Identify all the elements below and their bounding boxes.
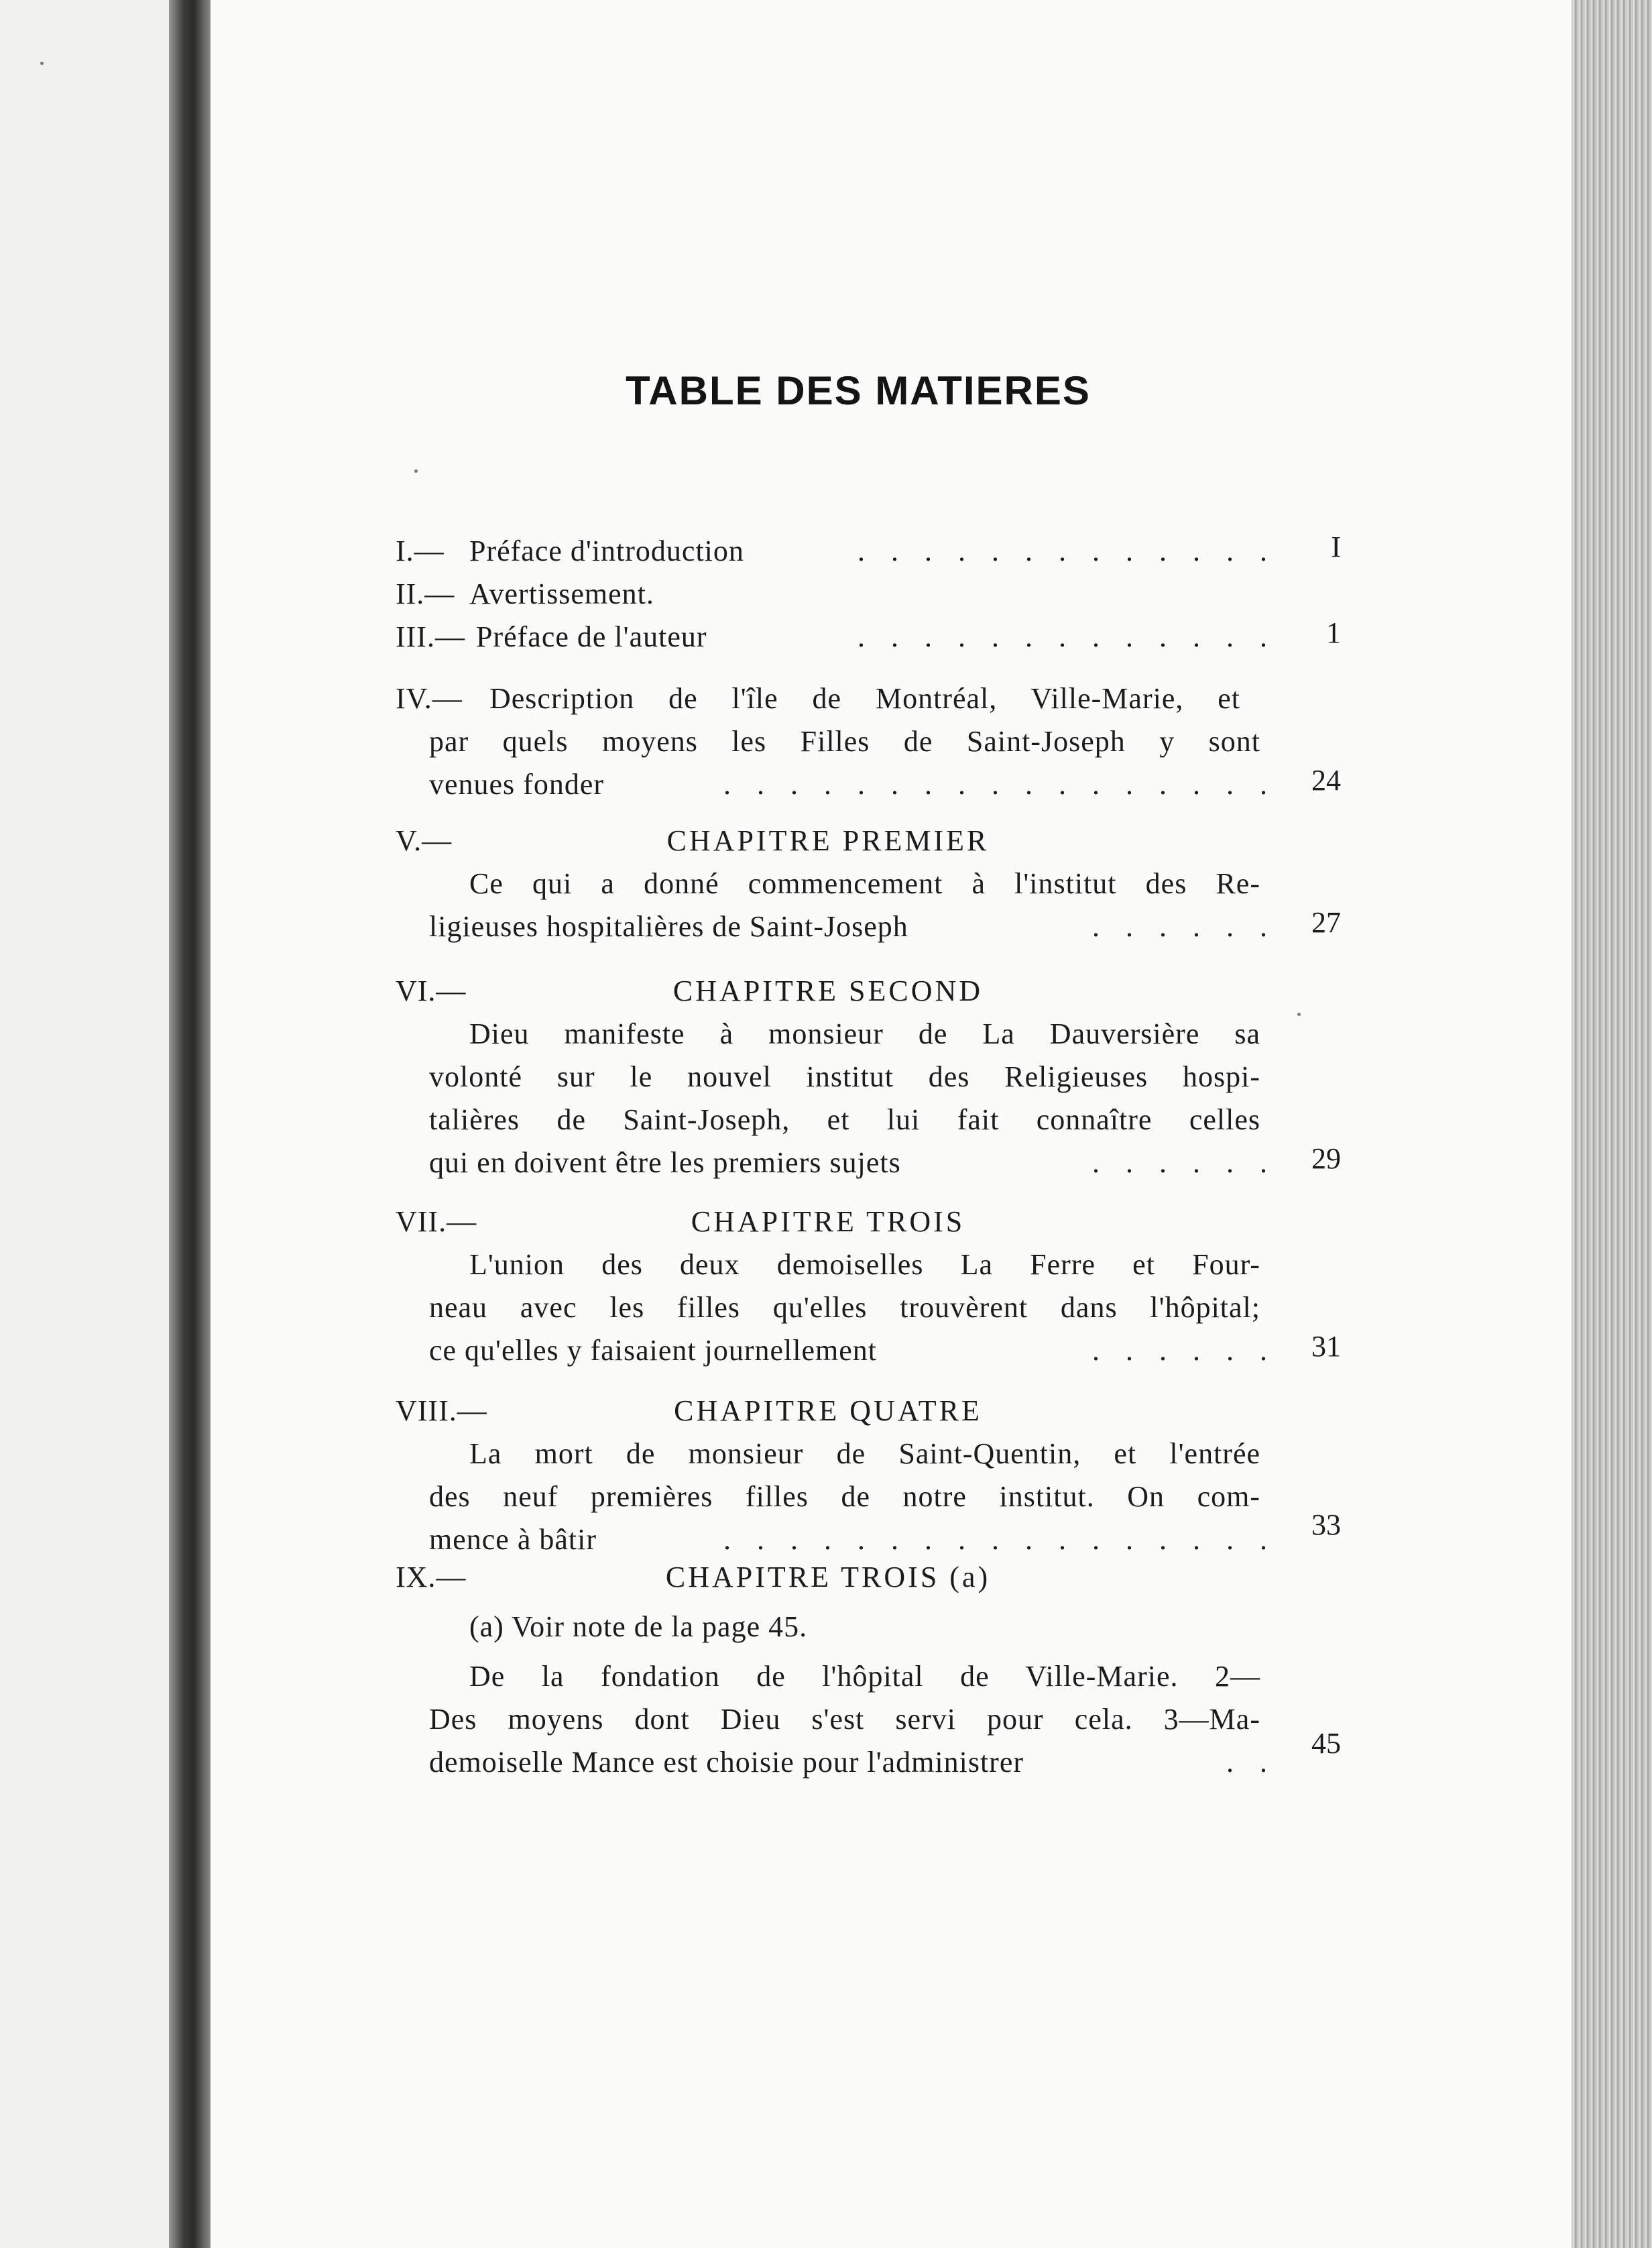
- toc-line: [396, 1141, 1341, 1184]
- dot-leader: . .: [1226, 1746, 1277, 1779]
- entry-text-line: talières de Saint-Joseph, et lui fait connaître celles: [429, 1103, 1260, 1136]
- chapter-heading: CHAPITRE SECOND: [672, 974, 984, 1007]
- leader-line: [429, 1329, 1281, 1372]
- chapter-heading: CHAPITRE TROIS: [691, 1205, 965, 1238]
- chapter-heading-row: [396, 970, 1341, 1013]
- entry-text-line: Des moyens dont Dieu s'est servi pour cela. 3—Ma-: [429, 1703, 1260, 1736]
- entry-text-line: La mort de monsieur de Saint-Quentin, et l'entrée: [469, 1437, 1260, 1470]
- entry-number: III.—: [396, 620, 465, 653]
- page-number: 29: [1311, 1142, 1341, 1175]
- leader-line: [429, 1741, 1281, 1784]
- toc-line: [396, 1013, 1341, 1056]
- toc-entry-i: [396, 530, 1341, 573]
- entry-text-line: volonté sur le nouvel institut des Religieuses hospi-: [429, 1060, 1260, 1093]
- page-number: 45: [1311, 1727, 1341, 1760]
- leader-line: [469, 530, 1281, 573]
- toc-line: [396, 1056, 1341, 1099]
- toc-line: [396, 763, 1341, 806]
- toc-line: [396, 1329, 1341, 1372]
- page-number: I: [1331, 530, 1341, 563]
- book-binding: [169, 0, 211, 2248]
- toc-line: [396, 1099, 1341, 1141]
- toc-line: [396, 1741, 1341, 1784]
- entry-number: I.—: [396, 535, 445, 567]
- toc-entry-vi: [396, 970, 1341, 1184]
- toc-line: [396, 1475, 1341, 1518]
- page-title: TABLE DES MATIERES: [626, 368, 1091, 413]
- page-number: 33: [1311, 1508, 1341, 1541]
- entry-title: Préface de l'auteur: [476, 620, 707, 653]
- toc-line: [396, 720, 1341, 763]
- entry-text-line: Description de l'île de Montréal, Ville-Marie, et: [489, 682, 1240, 715]
- toc-line: [396, 677, 1341, 720]
- chapter-heading-row: [396, 1556, 1341, 1599]
- toc-line: [396, 1243, 1341, 1286]
- entry-number: IX.—: [396, 1561, 467, 1593]
- toc-entry-iii: [396, 616, 1341, 659]
- entry-text-line: qui en doivent être les premiers sujets: [429, 1146, 901, 1179]
- toc-line: [396, 905, 1341, 948]
- leader-line: [429, 763, 1281, 806]
- toc-entry-iv: [396, 677, 1341, 806]
- toc-line: [396, 1698, 1341, 1741]
- entry-text-line: mence à bâtir: [429, 1523, 597, 1556]
- footnote-reference: (a) Voir note de la page 45.: [469, 1610, 808, 1643]
- toc-line: [396, 1518, 1341, 1561]
- entry-number: VII.—: [396, 1205, 477, 1238]
- entry-text-line: des neuf premières filles de notre institut. On com-: [429, 1480, 1260, 1513]
- entry-title: Préface d'introduction: [469, 535, 744, 567]
- chapter-heading-row: [396, 820, 1341, 862]
- entry-title: Avertissement.: [469, 577, 654, 610]
- entry-text-line: demoiselle Mance est choisie pour l'administrer: [429, 1746, 1024, 1779]
- toc-line: [396, 1655, 1341, 1698]
- chapter-heading-row: [396, 1390, 1341, 1432]
- scan-speck: [40, 62, 44, 65]
- entry-number: IV.—: [396, 682, 463, 715]
- entry-text-line: par quels moyens les Filles de Saint-Joseph y sont: [429, 725, 1260, 758]
- toc-entry-viii: [396, 1390, 1341, 1561]
- entry-text-line: neau avec les filles qu'elles trouvèrent dans l'hôpital;: [429, 1291, 1260, 1324]
- toc-entry-v: [396, 820, 1341, 948]
- dot-leader: . . . . . . . . . . . . . . . . .: [723, 1523, 1277, 1556]
- leader-line: [429, 905, 1281, 948]
- dot-leader: . . . . . .: [1092, 910, 1277, 943]
- toc-line: [396, 616, 1341, 659]
- entry-text-line: Ce qui a donné commencement à l'institut des Re-: [469, 867, 1260, 900]
- toc-line: [396, 1432, 1341, 1475]
- entry-text-line: ce qu'elles y faisaient journellement: [429, 1334, 878, 1367]
- entry-number: VI.—: [396, 974, 467, 1007]
- leader-line: [429, 1518, 1281, 1561]
- leader-line: [429, 1141, 1281, 1184]
- entry-text-line: De la fondation de l'hôpital de Ville-Marie. 2—: [469, 1660, 1260, 1693]
- dot-leader: . . . . . .: [1092, 1334, 1277, 1367]
- entry-text-line: ligieuses hospitalières de Saint-Joseph: [429, 910, 908, 943]
- page-number: 24: [1311, 764, 1341, 797]
- chapter-heading: CHAPITRE TROIS (a): [665, 1561, 991, 1593]
- entry-number: V.—: [396, 824, 453, 857]
- toc-line: [396, 1286, 1341, 1329]
- scan-speck: [414, 469, 418, 473]
- toc-line: [396, 573, 1341, 616]
- entry-text-line: venues fonder: [429, 768, 605, 801]
- dot-leader: . . . . . .: [1092, 1146, 1277, 1179]
- chapter-heading: CHAPITRE QUATRE: [674, 1394, 982, 1427]
- toc-line: [396, 862, 1341, 905]
- dot-leader: . . . . . . . . . . . . . . . . .: [723, 768, 1277, 801]
- entry-text-line: Dieu manifeste à monsieur de La Dauversière sa: [469, 1017, 1260, 1050]
- toc-entry-ix: [396, 1556, 1341, 1784]
- toc-entry-vii: [396, 1200, 1341, 1372]
- chapter-heading: CHAPITRE PREMIER: [666, 824, 990, 857]
- page-number: 27: [1311, 906, 1341, 939]
- entry-number: VIII.—: [396, 1394, 487, 1427]
- toc-entry-ii: [396, 573, 1341, 616]
- page-number: 31: [1311, 1330, 1341, 1363]
- toc-line: [396, 530, 1341, 573]
- leader-line: [476, 616, 1281, 659]
- page-number: 1: [1326, 616, 1341, 649]
- entry-text-line: L'union des deux demoiselles La Ferre et Four-: [469, 1248, 1260, 1281]
- entry-number: II.—: [396, 577, 455, 610]
- dot-leader: . . . . . . . . . . . . .: [858, 535, 1277, 567]
- dot-leader: . . . . . . . . . . . . .: [858, 620, 1277, 653]
- chapter-heading-row: [396, 1200, 1341, 1243]
- page-edges: [1572, 0, 1652, 2248]
